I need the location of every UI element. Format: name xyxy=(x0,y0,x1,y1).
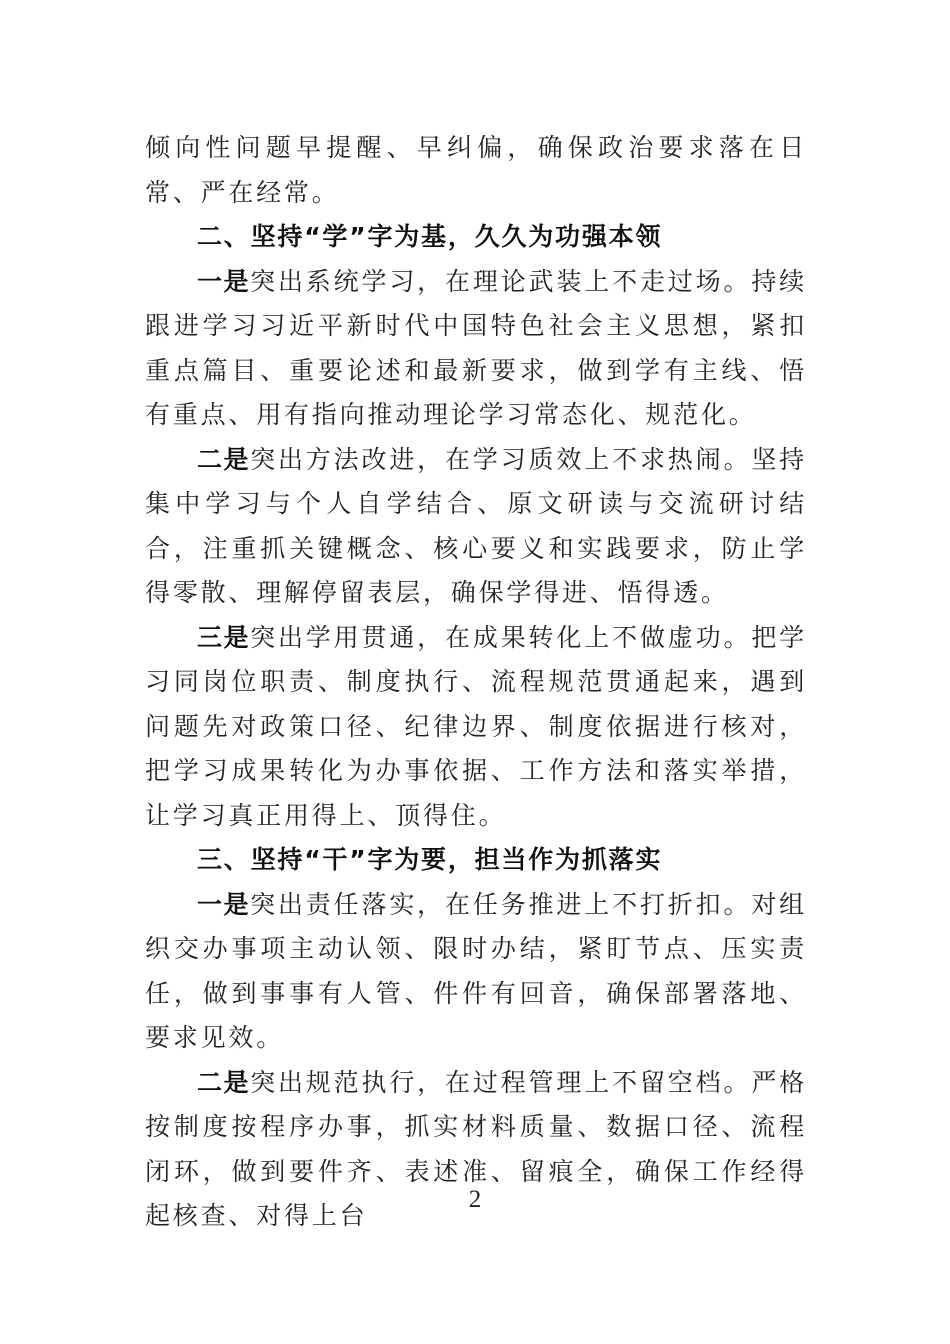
paragraph-learn-1 xyxy=(145,260,807,438)
paragraph-text: 突出方法改进，在学习质效上不求热闹。坚持集中学习与个人自学结合、原文研读与交流研讨结合，注重抓关键概念、核心要义和实践要求，防止学得零散、理解停留表层，确保学得进、悟得透。 xyxy=(145,444,807,607)
paragraph-learn-3 xyxy=(145,616,807,839)
paragraph-lead: 一是 xyxy=(197,889,251,919)
paragraph-lead: 三是 xyxy=(197,622,251,652)
section-heading-learn xyxy=(145,215,807,260)
section-heading-do xyxy=(145,838,807,883)
paragraph-lead: 二是 xyxy=(197,1067,251,1097)
page-number: 2 xyxy=(468,1186,482,1213)
paragraph-text: 突出责任落实，在任务推进上不打折扣。对组织交办事项主动认领、限时办结，紧盯节点、压实责任，做到事事有人管、件件有回音，确保部署落地、要求见效。 xyxy=(145,889,807,1052)
heading-text: 三、坚持“干”字为要，担当作为抓落实 xyxy=(197,845,663,874)
paragraph-text: 突出系统学习，在理论武装上不走过场。持续跟进学习习近平新时代中国特色社会主义思想，紧扣重点篇目、重要论述和最新要求，做到学有主线、悟有重点、用有指向推动理论学习常态化、规范化。 xyxy=(145,266,807,429)
paragraph-lead: 二是 xyxy=(197,444,251,474)
document-body xyxy=(145,126,807,1239)
paragraph-continuation xyxy=(145,126,807,215)
paragraph-text: 突出学用贯通，在成果转化上不做虚功。把学习同岗位职责、制度执行、流程规范贯通起来，遇到问题先对政策口径、纪律边界、制度依据进行核对，把学习成果转化为办事依据、工作方法和落实举措，让学习真正用得上、顶得住。 xyxy=(145,622,807,830)
paragraph-text: 倾向性问题早提醒、早纠偏，确保政治要求落在日常、严在经常。 xyxy=(145,133,807,207)
paragraph-text: 突出规范执行，在过程管理上不留空档。严格按制度按程序办事，抓实材料质量、数据口径、流程闭环，做到要件齐、表述准、留痕全，确保工作经得起核查、对得上台 xyxy=(145,1067,807,1230)
paragraph-do-1 xyxy=(145,883,807,1061)
paragraph-learn-2 xyxy=(145,438,807,616)
heading-text: 二、坚持“学”字为基，久久为功强本领 xyxy=(197,222,663,251)
paragraph-lead: 一是 xyxy=(197,266,251,296)
